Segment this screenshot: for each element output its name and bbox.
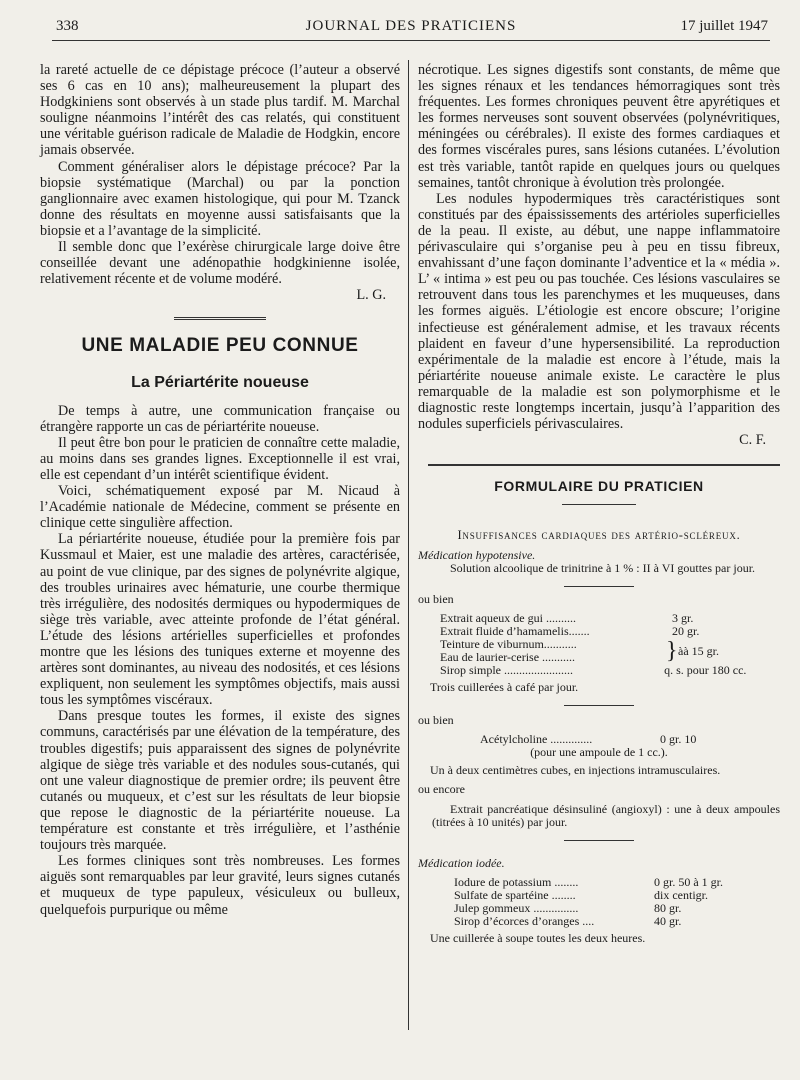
medication-heading: Médication iodée. [418,855,505,870]
signature: C. F. [739,432,766,449]
recipe-row [440,625,780,638]
ingredient: Sirop d’écorces d’oranges .... [454,915,595,929]
quantity: 20 gr. [672,624,700,639]
formulary-heading: Insuffisances cardiaques des artério-scléreux. [457,528,741,543]
dosage: Une cuillerée à soupe toutes les deux heures. [430,931,646,946]
paragraph: Les formes cliniques sont très nombreuses. Les formes aiguës sont remarquables par leur gravité, leurs signes cutanés et muqueux de type papuleux, vésiculeux ou bulleux, quelquefois purpurique ou même [40,853,400,918]
article-subtitle: La Périartérite noueuse [131,373,309,391]
ingredient: Teinture de viburnum........... [440,638,577,652]
quantity: 0 gr. 50 à 1 gr. [654,875,723,890]
recipe-row [454,902,780,915]
recipe-row [454,876,780,889]
separator [564,586,634,587]
title-underline [562,504,636,505]
brace-icon: } [666,638,678,665]
column-divider [408,60,409,1030]
ingredient: Eau de laurier-cerise ........... [440,651,576,665]
recipe-row [454,889,780,902]
ingredient: Acétylcholine .............. [480,733,593,747]
alternative-label: ou bien [418,591,454,606]
left-column [40,62,400,918]
dosage: Un à deux centimètres cubes, en injections intramusculaires. [430,762,721,777]
paragraph: De temps à autre, une communication française ou étrangère rapporte un cas de périartérite noueuse. [40,402,400,435]
separator [564,705,634,706]
prescription-text: Extrait pancréatique désinsuliné (angioxyl) : une à deux ampoules (titrées à 10 unités) par jour. [432,801,780,830]
alternative-label: ou bien [418,712,454,727]
paragraph: Voici, schématiquement exposé par M. Nicaud à l’Académie nationale de Médecine, comment se présente en clinique cette singulière affection. [40,483,400,532]
quantity: dix centigr. [654,888,708,903]
separator [564,840,634,841]
ingredient: Extrait aqueux de gui .......... [440,612,576,626]
recipe-row [454,915,780,928]
recipe-row-grouped [440,638,780,664]
quantity: 3 gr. [672,611,694,626]
ingredient: Iodure de potassium ........ [454,876,579,890]
ingredient: Extrait fluide d’hamamelis....... [440,625,590,639]
ingredient: Sulfate de spartéine ........ [454,889,576,903]
journal-title: JOURNAL DES PRATICIENS [305,18,517,34]
prescription-note: (pour une ampoule de 1 cc.). [530,745,668,760]
recipe-row [440,612,780,625]
formulary-title: FORMULAIRE DU PRATICIEN [494,478,704,495]
signature: L. G. [356,287,386,304]
page-number: 338 [56,18,79,34]
quantity: q. s. pour 180 cc. [664,663,747,678]
ingredient: Julep gommeux ............... [454,902,579,916]
alternative-label: ou encore [418,782,465,797]
paragraph: Il semble donc que l’exérèse chirurgicale large doive être conseillée devant une adénopathie hodgkinienne isolée, relativement récente et de volume modéré. [40,239,400,288]
prescription-text: Solution alcoolique de trinitrine à 1 % : II à VI gouttes par jour. [450,561,756,576]
header-rule [52,40,770,41]
right-column [418,62,780,946]
paragraph: La périartérite noueuse, étudiée pour la première fois par Kussmaul et Maier, est une maladie des artères, caractérisée, au point de vue clinique, par des signes de polynévrite algique, des troubles urinaires avec hématurie, une courbe thermique très irrégulière, des nodosités dermiques ou hypodermiques de siège très variable, avec atteinte profonde de l’état général. L’étude des lésions artérielles superficielles et profondes montre que les lésions des tuniques externe et moyenne des artères sont dominantes, au niveau des nodosités, et ces lésions expliquent, non seulement les symptômes objectifs, mais aussi tous les symptômes viscéraux. [40,531,400,709]
paragraph: Comment généraliser alors le dépistage précoce? Par la biopsie systématique (Marchal) ou par la ponction ganglionnaire avec examen histologique, qui pour M. Tzanck donne des résultats en moyenne aussi satisfaisants que la biopsie et a l’avantage de la simplicité. [40,158,400,239]
issue-date: 17 juillet 1947 [680,18,768,34]
medication-heading: Médication hypotensive. [418,547,536,562]
section-divider [174,317,266,320]
paragraph: Il peut être bon pour le praticien de connaître cette maladie, au moins dans ses grandes lignes. Exceptionnelle il est vrai, elle est cependant d’un intérêt scientifique évident. [40,434,400,483]
quantity: 40 gr. [654,914,682,929]
recipe-row [440,664,780,677]
section-divider [428,464,780,466]
paragraph: Les nodules hypodermiques très caractéristiques sont constitués par des épaississements des artérioles superficielles de la peau. Il existe, au début, une nappe inflammatoire périvasculaire qui s’organise peu à peu en tissu fibreux, envahissant d’une façon dominante l’adventice et la « média ». L’ « intima » est peu ou pas touchée. Ces lésions vasculaires se retrouvent dans tous les parenchymes et les muqueuses, dans les formes aiguës. L’étiologie est encore obscure; l’origine infectieuse est généralement admise, et les travaux récents plaident en faveur d’une hypersensibilité. La reproduction expérimentale de la maladie est encore à l’étude, mais la périartérite noueuse animale existe. Le caractère le plus remarquable de la maladie est son polymorphisme et le diagnostic reste longtemps incertain, jusqu’à l’apparition des nodules superficiels périvasculaires. [418,190,780,433]
page-header [52,14,770,40]
paragraph: Dans presque toutes les formes, il existe des signes communs, caractérisés par une élévation de la température, des troubles digestifs; puis apparaissent des signes de polynévrite algique de siège très variable et des nodules sous-cutanés, qui ont une valeur diagnostique de premier ordre; ils peuvent être cutanés ou muqueux, et c’est sur les résultats de leur biopsie que repose le diagnostic de la périartérite noueuse. La température est constante et très irrégulière, et l’asthénie toujours très marquée. [40,708,400,854]
recipe-block [454,876,780,928]
paragraph: la rareté actuelle de ce dépistage précoce (l’auteur a observé ses 6 cas en 10 ans); malheureusement la plupart des Hodgkiniens sont observés à un stade plus tardif. M. Marchal souligne néanmoins l’intérêt des cas relatés, qui constituent une véritable guérison radicale de Maladie de Hodgkin, encore jamais observée. [40,62,400,159]
formulary-section [418,529,780,946]
quantity: 0 gr. 10 [660,732,697,747]
quantity: 80 gr. [654,901,682,916]
quantity: àà 15 gr. [678,643,719,658]
paragraph: nécrotique. Les signes digestifs sont constants, de même que les signes rénaux et les tendances hémorragiques sont très fréquentes. Les formes chroniques peuvent être apyrétiques et les formes nerveuses sont souvent observées (polynévritiques, méningées ou cérébrales). Il existe des formes cardiaques et des formes viscérales pures, sans lésions cutanées. L’évolution est très variable, tantôt rapide en quelques jours ou quelques semaines, tantôt chronique à évolution très prolongée. [418,62,780,191]
ingredient: Sirop simple ....................... [440,664,574,678]
article-title: UNE MALADIE PEU CONNUE [81,335,359,357]
recipe-block [440,612,780,677]
dosage: Trois cuillerées à café par jour. [430,680,579,695]
